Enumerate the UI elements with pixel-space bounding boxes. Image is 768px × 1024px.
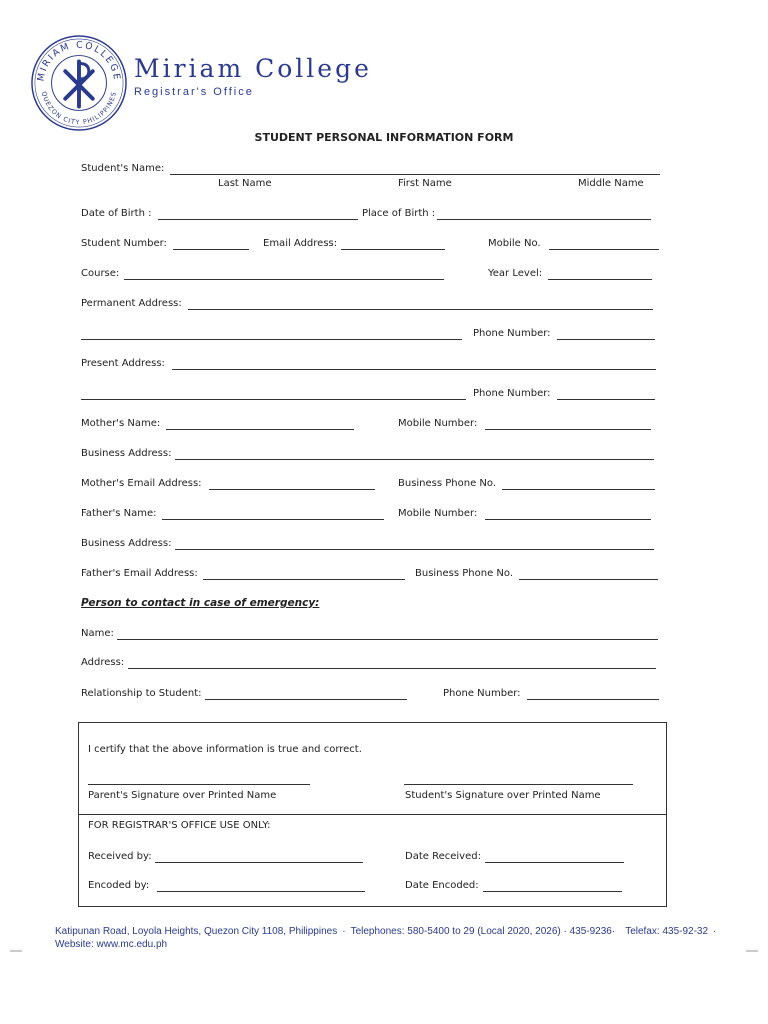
footer-contact: Katipunan Road, Loyola Heights, Quezon City 1108, Philippines · Telephones: 580-5400 to 29 (Local 2020, 2026) · 435-9236· Telefax: 435-92-32 · Website: www.mc.edu.ph bbox=[55, 926, 717, 950]
email-address-label: Email Address: bbox=[263, 238, 338, 249]
father-mobile-label: Mobile Number: bbox=[398, 508, 478, 519]
fathers-email-label: Father's Email Address: bbox=[81, 568, 198, 579]
page-edge-mark-right bbox=[746, 950, 758, 952]
year-level-label: Year Level: bbox=[488, 268, 543, 279]
email-address-input[interactable] bbox=[341, 249, 445, 250]
mothers-email-label: Mother's Email Address: bbox=[81, 478, 202, 489]
mothers-name-label: Mother's Name: bbox=[81, 418, 161, 429]
fathers-name-label: Father's Name: bbox=[81, 508, 157, 519]
date-of-birth-input[interactable] bbox=[158, 219, 358, 220]
course-input[interactable] bbox=[124, 279, 444, 280]
relationship-label: Relationship to Student: bbox=[81, 688, 202, 699]
mobile-no-label: Mobile No. bbox=[488, 238, 541, 249]
student-signature-input[interactable] bbox=[404, 784, 633, 785]
emergency-phone-input[interactable] bbox=[527, 699, 659, 700]
permanent-address-label: Permanent Address: bbox=[81, 298, 182, 309]
year-level-input[interactable] bbox=[548, 279, 652, 280]
date-of-birth-label: Date of Birth : bbox=[81, 208, 152, 219]
college-seal-logo bbox=[30, 34, 128, 132]
permanent-phone-input[interactable] bbox=[557, 339, 655, 340]
fathers-email-input[interactable] bbox=[203, 579, 405, 580]
last-name-caption: Last Name bbox=[218, 178, 272, 189]
footer-telefax: Telefax: 435-92-32 bbox=[625, 926, 709, 937]
office-name: Registrar's Office bbox=[134, 86, 254, 98]
parent-signature-caption: Parent's Signature over Printed Name bbox=[88, 790, 277, 801]
father-business-address-input[interactable] bbox=[175, 549, 654, 550]
present-address-label: Present Address: bbox=[81, 358, 165, 369]
father-business-address-label: Business Address: bbox=[81, 538, 172, 549]
father-business-phone-label: Business Phone No. bbox=[415, 568, 514, 579]
permanent-address-input[interactable] bbox=[188, 309, 653, 310]
date-encoded-label: Date Encoded: bbox=[405, 880, 479, 891]
student-number-input[interactable] bbox=[173, 249, 249, 250]
received-by-input[interactable] bbox=[155, 862, 363, 863]
encoded-by-label: Encoded by: bbox=[88, 880, 150, 891]
mother-business-phone-input[interactable] bbox=[502, 489, 655, 490]
father-mobile-input[interactable] bbox=[485, 519, 651, 520]
encoded-by-input[interactable] bbox=[157, 891, 365, 892]
fathers-name-input[interactable] bbox=[162, 519, 384, 520]
present-address-input[interactable] bbox=[172, 369, 656, 370]
mother-mobile-input[interactable] bbox=[485, 429, 651, 430]
mother-business-phone-label: Business Phone No. bbox=[398, 478, 497, 489]
middle-name-caption: Middle Name bbox=[578, 178, 644, 189]
footer-website[interactable]: Website: www.mc.edu.ph bbox=[55, 939, 168, 950]
parent-signature-input[interactable] bbox=[88, 784, 310, 785]
mother-business-address-input[interactable] bbox=[175, 459, 654, 460]
received-by-label: Received by: bbox=[88, 851, 152, 862]
present-address-line2-input[interactable] bbox=[81, 399, 466, 400]
place-of-birth-input[interactable] bbox=[437, 219, 651, 220]
emergency-heading: Person to contact in case of emergency: bbox=[81, 597, 320, 609]
student-name-label: Student's Name: bbox=[81, 163, 165, 174]
date-received-input[interactable] bbox=[485, 862, 624, 863]
place-of-birth-label: Place of Birth : bbox=[362, 208, 436, 219]
footer-address: Katipunan Road, Loyola Heights, Quezon City 1108, Philippines bbox=[55, 926, 338, 937]
box-divider bbox=[78, 814, 667, 815]
mothers-name-input[interactable] bbox=[166, 429, 354, 430]
student-number-label: Student Number: bbox=[81, 238, 167, 249]
college-name: Miriam College bbox=[134, 54, 372, 83]
mobile-no-input[interactable] bbox=[549, 249, 659, 250]
present-phone-label: Phone Number: bbox=[473, 388, 551, 399]
mother-business-address-label: Business Address: bbox=[81, 448, 172, 459]
emergency-address-label: Address: bbox=[81, 657, 125, 668]
first-name-caption: First Name bbox=[398, 178, 452, 189]
footer-telephones: Telephones: 580-5400 to 29 (Local 2020, 2026) · 435-9236· bbox=[350, 926, 616, 937]
emergency-name-label: Name: bbox=[81, 628, 114, 639]
emergency-address-input[interactable] bbox=[128, 668, 656, 669]
registrar-heading: FOR REGISTRAR'S OFFICE USE ONLY: bbox=[88, 820, 271, 831]
permanent-address-line2-input[interactable] bbox=[81, 339, 462, 340]
date-received-label: Date Received: bbox=[405, 851, 481, 862]
emergency-name-input[interactable] bbox=[117, 639, 658, 640]
relationship-input[interactable] bbox=[205, 699, 407, 700]
present-phone-input[interactable] bbox=[557, 399, 655, 400]
certification-statement: I certify that the above information is true and correct. bbox=[88, 744, 362, 755]
date-encoded-input[interactable] bbox=[483, 891, 622, 892]
mother-mobile-label: Mobile Number: bbox=[398, 418, 478, 429]
svg-text:QUEZON CITY PHILIPPINES: QUEZON CITY PHILIPPINES bbox=[40, 90, 118, 127]
father-business-phone-input[interactable] bbox=[519, 579, 658, 580]
page-edge-mark-left bbox=[10, 950, 22, 952]
emergency-phone-label: Phone Number: bbox=[443, 688, 521, 699]
permanent-phone-label: Phone Number: bbox=[473, 328, 551, 339]
course-label: Course: bbox=[81, 268, 120, 279]
form-title: STUDENT PERSONAL INFORMATION FORM bbox=[254, 131, 514, 144]
mothers-email-input[interactable] bbox=[209, 489, 375, 490]
student-name-input[interactable] bbox=[170, 174, 660, 175]
student-signature-caption: Student's Signature over Printed Name bbox=[405, 790, 601, 801]
svg-text:MIRIAM COLLEGE: MIRIAM COLLEGE bbox=[35, 39, 123, 83]
